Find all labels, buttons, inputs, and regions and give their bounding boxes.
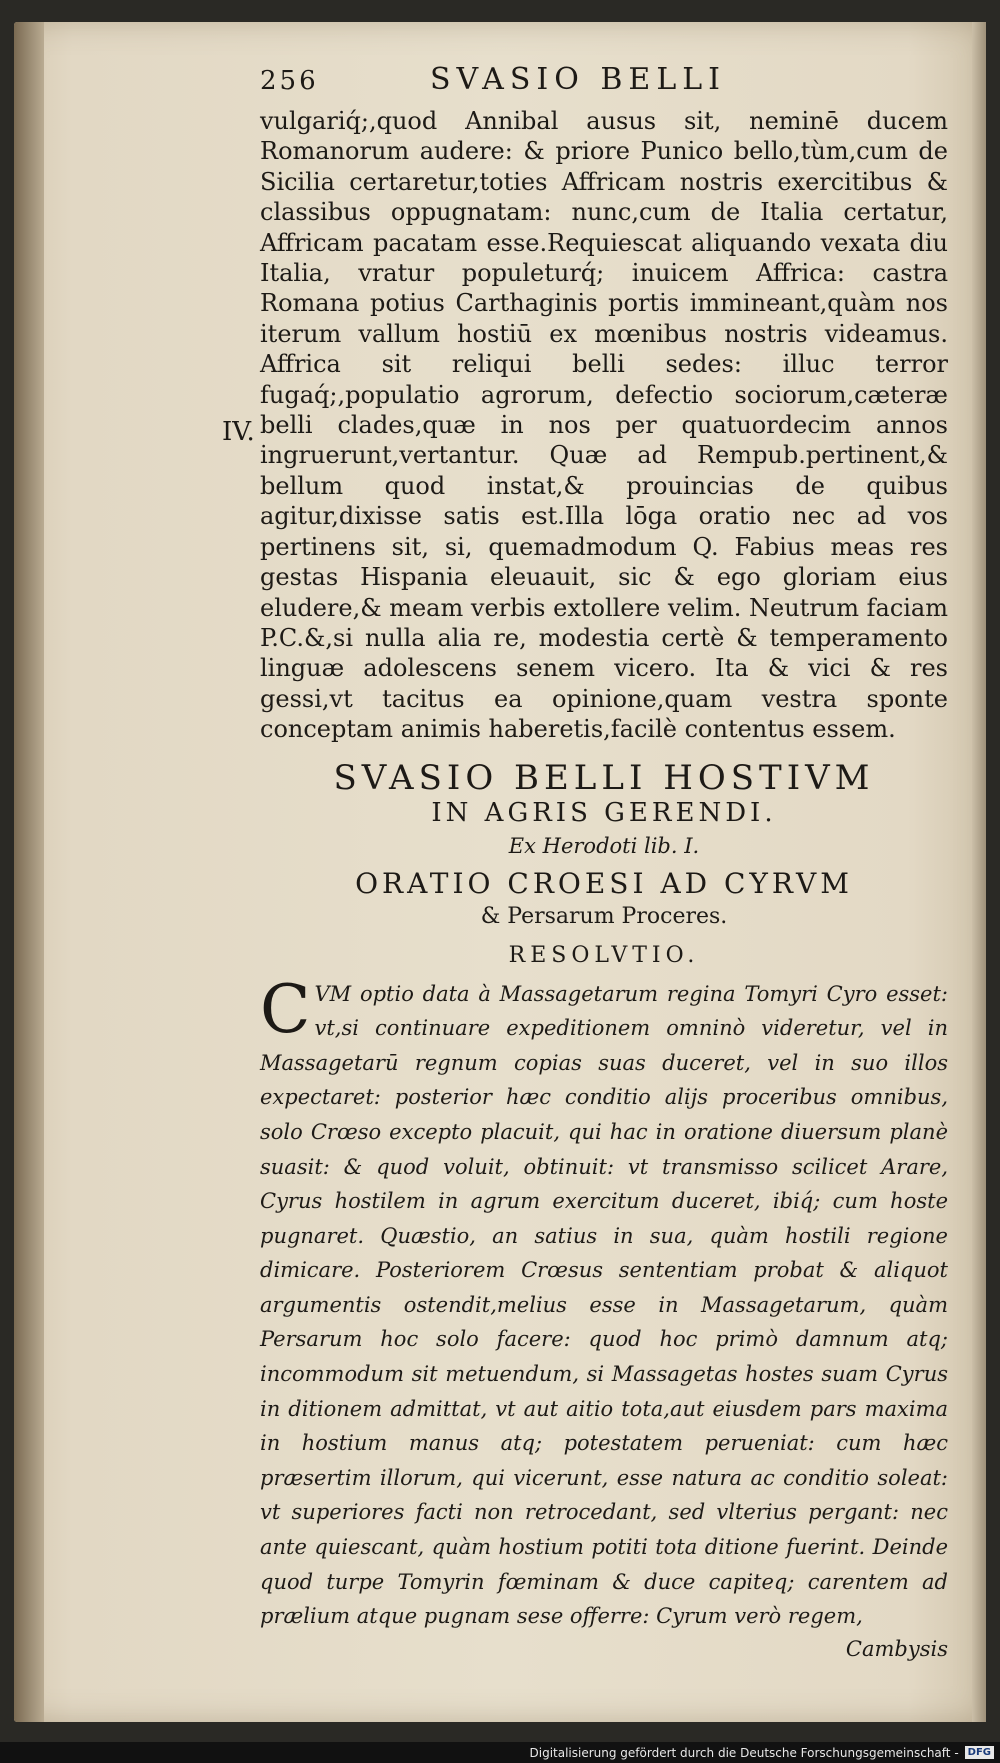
page-gutter-shadow xyxy=(14,22,44,1722)
resolutio-heading: RESOLVTIO. xyxy=(508,942,700,968)
oration-title: ORATIO CROESI AD CYRVM xyxy=(355,866,853,900)
footer-bar xyxy=(0,1742,1000,1763)
paragraph-resolutio-text: VM optio data à Massagetarum regina Tomyri Cyro esset: vt,si continuare expeditionem omninò videretur, vel in Massagetarū regnum copias suas duceret, vel in suo illos expectaret: posterior hæc conditio alijs proceribus omnibus, solo Crœso excepto placuit, qui hac in oratione diuersum planè suasit: & quod voluit, obtinuit: vt transmisso scilicet Arare, Cyrus hostilem in agrum exercitum duceret, ibiq́; cum hoste pugnaret. Quæstio, an satius in sua, quàm hostili regione dimicare. Posteriorem Crœsus sententiam probat & aliquot argumentis ostendit,melius esse in Massagetarum, quàm Persarum hoc solo facere: quod hoc primò damnum atq; incommodum sit metuendum, si Massagetas hostes suam Cyrus in ditionem admittat, vt aut aitio tota,aut eiusdem pars maxima in hostium manus atq; potestatem perueniat: cum hæc præsertim illorum, qui vicerunt, esse natura ac conditio soleat: vt superiores facti non retrocedant, sed vlterius pergant: nec ante quiescant, quàm hostium potiti tota ditione fuerint. Deinde quod turpe Tomyrin fœminam & duce capiteq; carentem ad prælium atque pugnam sese offerre: Cyrum verò regem, xyxy=(260,981,948,1629)
paragraph-resolutio xyxy=(260,970,948,1634)
page-fore-edge xyxy=(972,22,986,1722)
text-block xyxy=(260,62,948,1664)
dfg-logo-icon: DFG xyxy=(965,1746,994,1759)
page-number: 256 xyxy=(260,66,319,96)
catchword: Cambysis xyxy=(845,1636,948,1661)
oration-subtitle: & Persarum Proceres. xyxy=(480,903,728,929)
section-subheading: IN AGRIS GERENDI. xyxy=(431,797,777,828)
running-head xyxy=(260,62,948,106)
footer-credit: Digitalisierung gefördert durch die Deutsche Forschungsgemeinschaft - xyxy=(529,1745,959,1760)
running-title: SVASIO BELLI xyxy=(430,62,727,97)
source-reference: Ex Herodoti lib. I. xyxy=(508,833,700,858)
margin-note: IV. xyxy=(222,417,255,447)
section-heading: SVASIO BELLI HOSTIVM xyxy=(333,757,875,798)
drop-cap-initial: C xyxy=(260,970,311,1048)
paragraph-speech-end: vulgariq́;,quod Annibal ausus sit, neminē ducem Romanorum audere: & priore Punico bello,tùm,cum de Sicilia certaretur,toties Affricam nostris exercitibus & classibus oppugnatam: nunc,cum de Italia certatur, Affricam pacatam esse.Requiescat aliquando vexata diu Italia, vratur populeturq́; inuicem Affrica: castra Romana potius Carthaginis portis immineant,quàm nos iterum vallum hostiū ex mœnibus nostris videamus. Affrica sit reliqui belli sedes: illuc terror fugaq́;,populatio agrorum, defectio sociorum,cæteræ belli clades,quæ in nos per quatuordecim annos ingruerunt,vertantur. Quæ ad Rempub.pertinent,& bellum quod instat,& prouincias de quibus agitur,dixisse satis est.Illa lōga oratio nec ad vos pertinens sit, si, quemadmodum Q. Fabius meas res gestas Hispania eleuauit, sic & ego gloriam eius eludere,& meam verbis extollere velim. Neutrum faciam P.C.&,si nulla alia re, modestia certè & temperamento linguæ adolescens senem vicero. Ita & vici & res gessi,vt tacitus ea opinione,quam vestra sponte conceptam animis haberetis,facilè contentus essem. xyxy=(260,107,948,744)
